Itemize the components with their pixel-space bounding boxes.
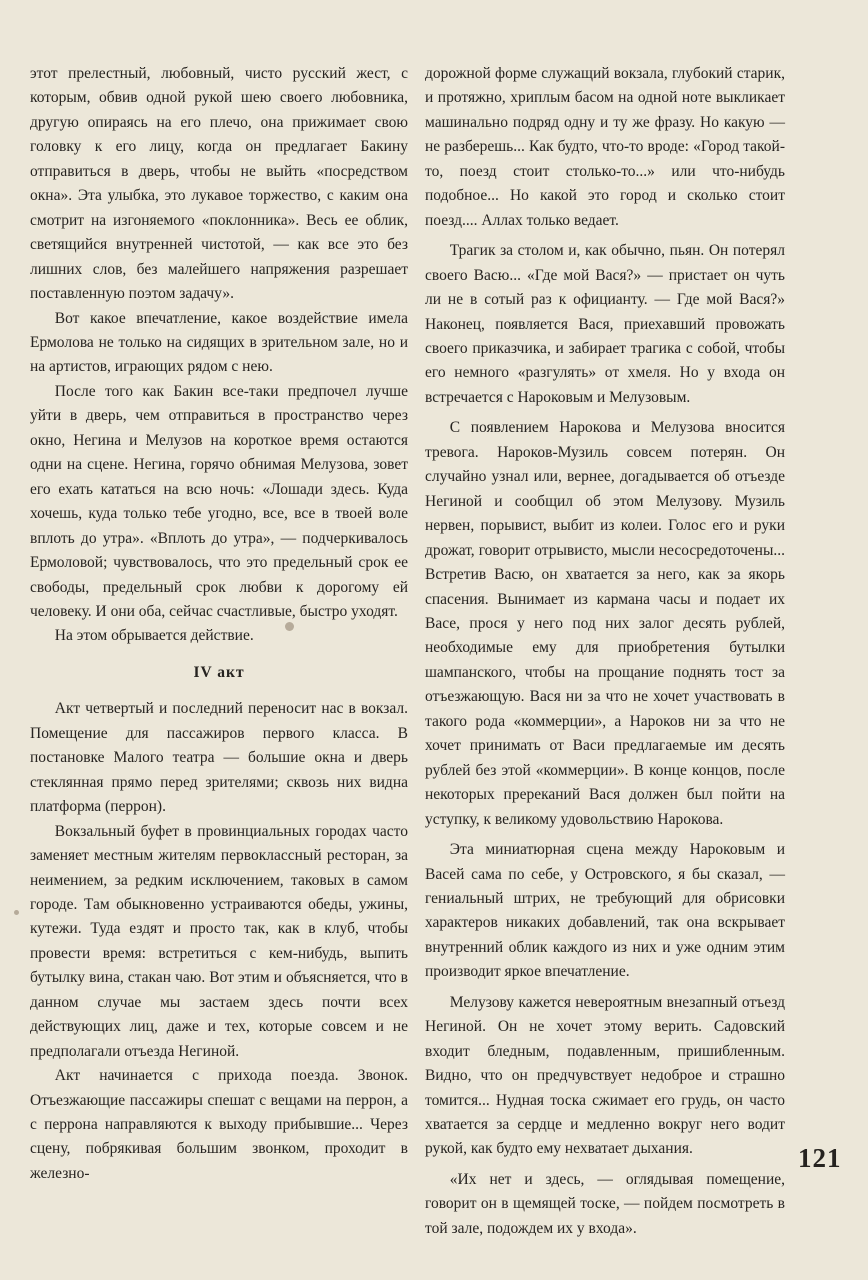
paragraph: После того как Бакин все-таки предпочел лучше уйти в дверь, чем отправиться в пространство через окно, Негина и Мелузов на короткое время остаются одни на сцене. Негина, горячо обнимая Мелузова, зовет его ехать кататься на всю ночь: «Лошади здесь. Куда хочешь, куда только тебе угодно, все, все в твоей воле вплоть до утра». «Вплоть до утра», — подчеркивалось Ермоловой; чувствовалось, что это предельный срок ее свободы, предельный срок любви к дорогому ей человеку. И они оба, сейчас счастливые, быстро уходят. [30,382,408,620]
paper-stain [14,910,19,915]
paragraph: Эта миниатюрная сцена между Нароковым и Васей сама по себе, у Островского, я бы сказал, — гениальный штрих, не требующий для обрисовки характеров никаких добавлений, так она вскрывает внутренний облик каждого из них и уже одним этим производит яркое впечатление. [425,841,785,981]
paper-stain [285,622,294,631]
left-column [30,62,408,1186]
paragraph: Акт начинается с прихода поезда. Звонок. Отъезжающие пассажиры спешат с вещами на перрон, а с перрона направляются к выходу прибывшие... Через сцену, побрякивая большим звонком, проходит в железно- [30,1067,408,1182]
paragraph: Вот какое впечатление, какое воздействие имела Ермолова не только на сидящих в зрительном зале, но и на артистов, играющих рядом с нею. [30,309,408,376]
right-column [425,62,785,1241]
paragraph: Трагик за столом и, как обычно, пьян. Он потерял своего Васю... «Где мой Вася?» — пристает он чуть ли не в сотый раз к официанту. — Где мой Вася?» Наконец, появляется Вася, приехавший провожать своего приказчика, и забирает трагика с собой, чтобы его немного «разгулять» от хмеля. Но у входа он встречается с Нароковым и Мелузовым. [425,242,785,406]
paragraph: С появлением Нарокова и Мелузова вносится тревога. Нароков-Музиль совсем потерян. Он случайно узнал или, вернее, догадывается об отъезде Негиной и сообщил об этом Мелузову. Музиль нервен, порывист, выбит из колеи. Голос его и руки дрожат, говорит отрывисто, мысли несосредоточены... Встретив Васю, он хватается за него, как за якорь спасения. Вынимает из кармана часы и подает их Васе, прося у него под них залог десять рублей, необходимые ему для приобретения бутылки шампанского, чтобы на прощание поднять тост за отъезжающую. Вася ни за что не хочет участвовать в такого рода «коммерции», а Нароков ни за что не хочет принимать от Васи предлагаемые им десять рублей без этой «коммерции». В конце концов, после некоторых пререканий Вася должен был пойти на уступку, к великому удовольствию Нарокова. [425,419,785,828]
paragraph: Вокзальный буфет в провинциальных городах часто заменяет местным жителям первоклассный ресторан, за неимением, за редким исключением, таковых в самом городе. Там обыкновенно устраиваются обеды, ужины, кутежи. Туда ездят и просто так, как в клуб, чтобы провести время: встретиться с кем-нибудь, выпить бутылку вина, стакан чаю. Вот этим и объясняется, что в данном случае мы застаем здесь почти всех действующих лиц, даже и тех, которые совсем и не предполагали отъезда Негиной. [30,822,408,1060]
paragraph: этот прелестный, любовный, чисто русский жест, с которым, обвив одной рукой шею своего любовника, другую опираясь на его плечо, она прижимает свою головку к его лицу, когда он предлагает Бакину отправиться в дверь, чтобы не выйть «посредством окна». Эта улыбка, это лукавое торжество, с каким она смотрит на изгоняемого «поклонника». Весь ее облик, светящийся внутренней чистотой, — как все это без лишних слов, без малейшего напряжения разрешает поставленную поэтом задачу». [30,65,408,303]
page-number: 121 [798,1143,842,1173]
paragraph: На этом обрывается действие. [54,627,254,645]
act-heading: IV акт [193,663,245,681]
paragraph: дорожной форме служащий вокзала, глубокий старик, и протяжно, хриплым басом на одной ноте выкликает машинально подряд одну и ту же фразу. Но какую — не разберешь... Как будто, что-то вроде: «Город такой-то, поезд стоит столько-то...» или что-нибудь подобное... Но какой это город и сколько стоит поезд.... Аллах только ведает. [425,65,785,229]
paragraph: «Их нет и здесь, — оглядывая помещение, говорит он в щемящей тоске, — пойдем посмотреть в той зале, подождем их у входа». [425,1170,785,1237]
paragraph: Мелузову кажется невероятным внезапный отъезд Негиной. Он не хочет этому верить. Садовский входит бледным, подавленным, пришибленным. Видно, что он предчувствует недоброе и страшно томится... Нудная тоска сжимает его грудь, он часто хватается за сердце и медленно вокруг него водит рукой, как будто ему нехватает дыхания. [425,993,785,1158]
paragraph: Акт четвертый и последний переносит нас в вокзал. Помещение для пассажиров первого класса. В постановке Малого театра — большие окна и дверь стеклянная прямо перед зрителями; сквозь них видна платформа (перрон). [30,700,408,816]
